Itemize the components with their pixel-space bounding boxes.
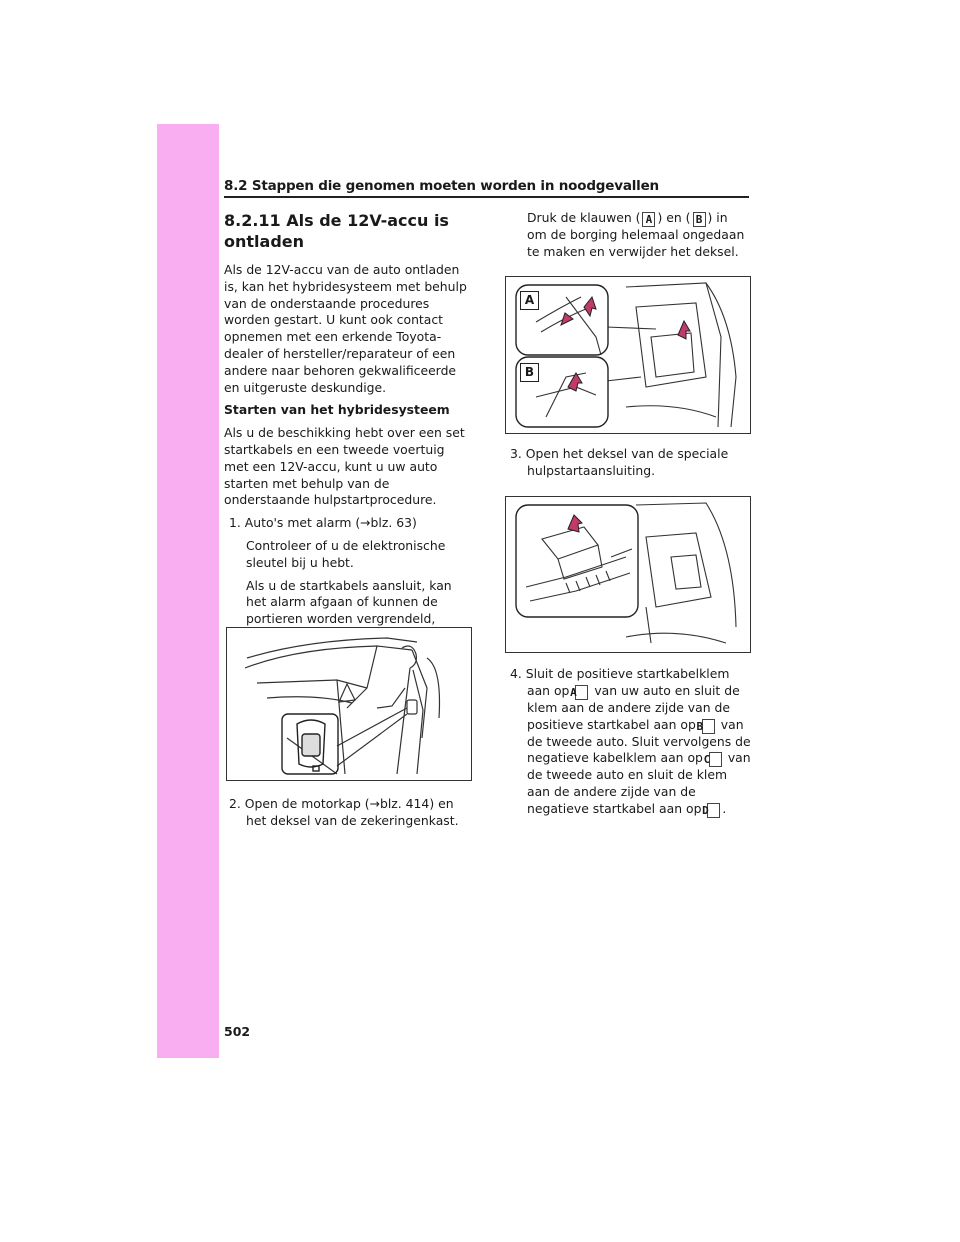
label-d-badge: D: [707, 803, 720, 818]
section-title: 8.2.11 Als de 12V-accu is ontladen: [224, 211, 449, 251]
step-1-note: Als u de startkabels aansluit, kan het alarm afgaan of kunnen de portieren worden vergrendeld,: [224, 578, 472, 662]
label-a-badge: A: [575, 685, 588, 700]
page-ref-link[interactable]: →blz. 63): [360, 515, 417, 531]
jumpstart-terminal-illustration: [505, 496, 751, 653]
chapter-side-tab: [157, 124, 219, 1058]
right-column-top: [505, 210, 751, 267]
left-column-bottom: [224, 796, 472, 836]
label-a-badge: A: [642, 212, 655, 227]
step-2: 2. Open de motorkap (→blz. 414) en het deksel van de zekeringenkast.: [229, 796, 459, 828]
page-number: 502: [224, 1024, 251, 1039]
figure-label-a: A: [520, 291, 539, 310]
jumpstart-paragraph: Als u de beschikking hebt over een set startkabels en een tweede voertuig met een 12V-accu, kunt u uw auto starten met behulp van de onderstaande hulpstartprocedure.: [224, 425, 465, 508]
header-rule: [224, 196, 749, 198]
label-b-badge: B: [702, 719, 715, 734]
subheading: Starten van het hybridesysteem: [224, 402, 450, 418]
right-column-step3: [505, 446, 751, 486]
right-column-step4: [505, 666, 751, 824]
label-c-badge: C: [709, 752, 722, 767]
step-4: 4. Sluit de positieve startkabelklem aan op A van uw auto en sluit de klem aan de andere zijde van de positieve startkabel aan op B van de tweede auto. Sluit vervolgens de negatieve kabelklem aan op C van de tweede auto en sluit de klem aan de andere zijde van de negatieve startkabel aan op D .: [510, 666, 751, 817]
claw-instruction: Druk de klauwen ( A ) en ( B ) in om de borging helemaal ongedaan te maken en verwijder het deksel.: [527, 210, 745, 259]
figure-label-b: B: [520, 363, 539, 382]
intro-paragraph: Als de 12V-accu van de auto ontladen is, kan het hybridesysteem met behulp van de onderstaande procedures worden gestart. U kunt ook contact opnemen met een erkende Toyota-dealer of hersteller/reparateur of een andere naar behoren gekwalificeerde en uitgeruste deskundige.: [224, 262, 467, 395]
step-1: 1. Auto's met alarm (→blz. 63): [229, 515, 417, 531]
left-column: [224, 210, 472, 668]
step-3: 3. Open het deksel van de speciale hulpstartaansluiting.: [510, 446, 729, 478]
page-ref-link[interactable]: →blz. 414): [369, 796, 435, 811]
page-header: 8.2 Stappen die genomen moeten worden in noodgevallen: [224, 178, 659, 194]
label-b-badge: B: [693, 212, 706, 227]
step-1-detail: Controleer of u de elektronische sleutel bij u hebt.: [246, 537, 446, 570]
fusebox-illustration: [505, 276, 751, 434]
key-illustration: [226, 627, 472, 781]
